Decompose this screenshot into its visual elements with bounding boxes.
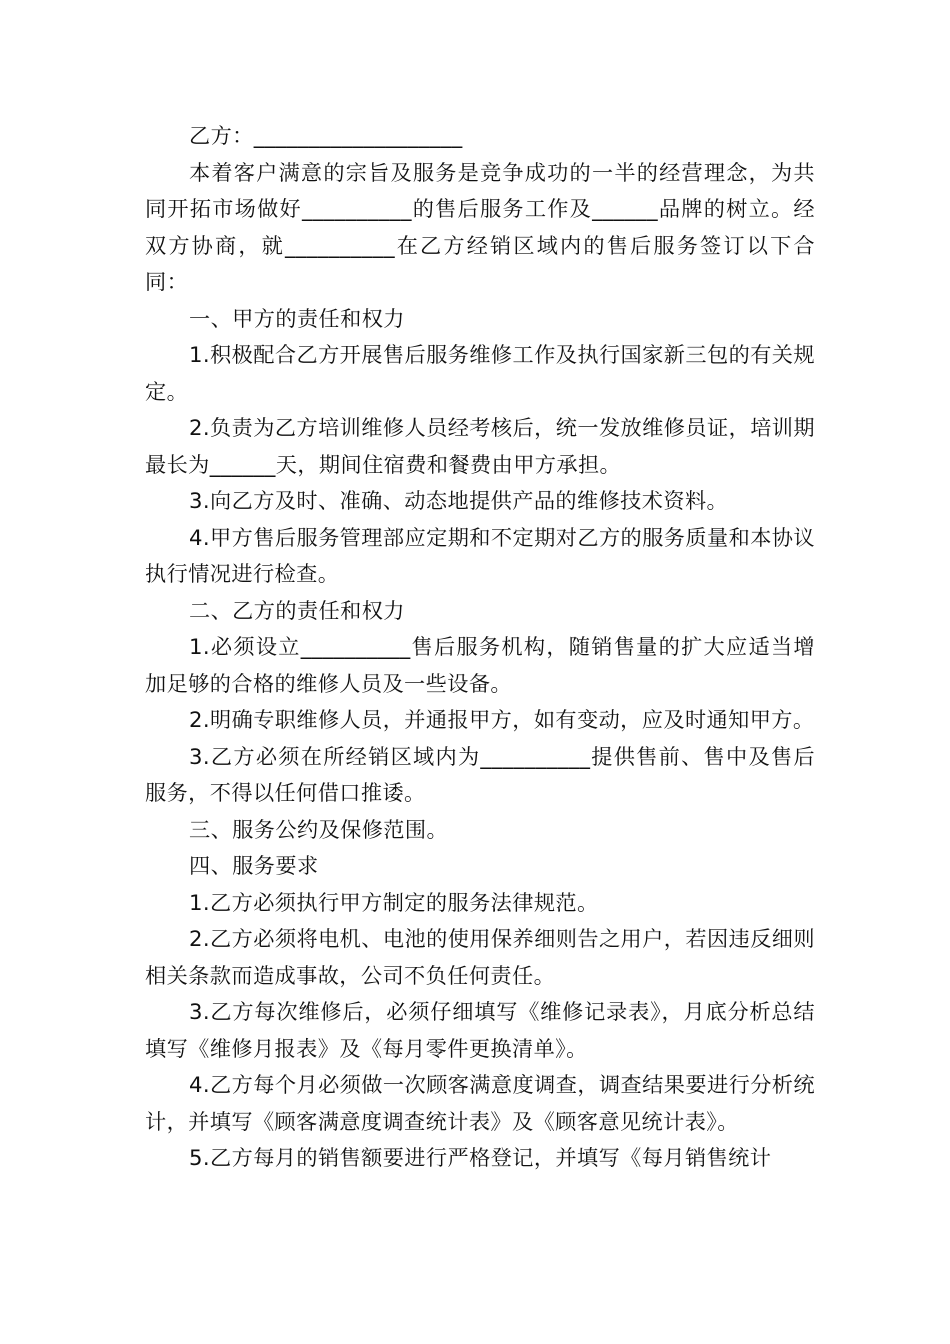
intro-paragraph: 本着客户满意的宗旨及服务是竞争成功的一半的经营理念，为共同开拓市场做好__________的售后服务工作及______品牌的树立。经双方协商，就__________在乙方经销区域内的售后服务签订以下合同： <box>145 159 815 294</box>
section-2-heading: 二、乙方的责任和权力 <box>189 597 405 623</box>
section-3-heading: 三、服务公约及保修范围。 <box>189 816 449 842</box>
party-b-line: 乙方：___________________ <box>189 123 463 148</box>
section-2-item-2: 2.明确专职维修人员，并通报甲方，如有变动，应及时通知甲方。 <box>189 707 815 732</box>
section-1-item-1: 1.积极配合乙方开展售后服务维修工作及执行国家新三包的有关规定。 <box>145 342 815 404</box>
section-1-heading: 一、甲方的责任和权力 <box>189 305 405 331</box>
section-1-item-2: 2.负责为乙方培训维修人员经考核后，统一发放维修员证，培训期最长为______天，期间住宿费和餐费由甲方承担。 <box>145 415 815 477</box>
section-4-item-4: 4.乙方每个月必须做一次顾客满意度调查，调查结果要进行分析统计，并填写《顾客满意度调查统计表》及《顾客意见统计表》。 <box>145 1072 815 1134</box>
section-1-item-3: 3.向乙方及时、准确、动态地提供产品的维修技术资料。 <box>189 488 729 513</box>
section-2-item-3: 3.乙方必须在所经销区域内为__________提供售前、售中及售后服务，不得以任何借口推诿。 <box>145 743 815 805</box>
document-page <box>145 118 815 1177</box>
section-4-item-1: 1.乙方必须执行甲方制定的服务法律规范。 <box>189 889 599 915</box>
section-4-item-3: 3.乙方每次维修后，必须仔细填写《维修记录表》，月底分析总结填写《维修月报表》及《每月零件更换清单》。 <box>145 999 815 1061</box>
section-1-item-4: 4.甲方售后服务管理部应定期和不定期对乙方的服务质量和本协议执行情况进行检查。 <box>145 524 815 586</box>
section-4-heading: 四、服务要求 <box>189 853 319 878</box>
section-4-item-5: 5.乙方每月的销售额要进行严格登记，并填写《每月销售统计 <box>189 1145 772 1170</box>
section-2-item-1: 1.必须设立__________售后服务机构，随销售量的扩大应适当增加足够的合格的维修人员及一些设备。 <box>145 634 815 696</box>
section-4-item-2: 2.乙方必须将电机、电池的使用保养细则告之用户，若因违反细则相关条款而造成事故，公司不负任何责任。 <box>145 926 815 988</box>
